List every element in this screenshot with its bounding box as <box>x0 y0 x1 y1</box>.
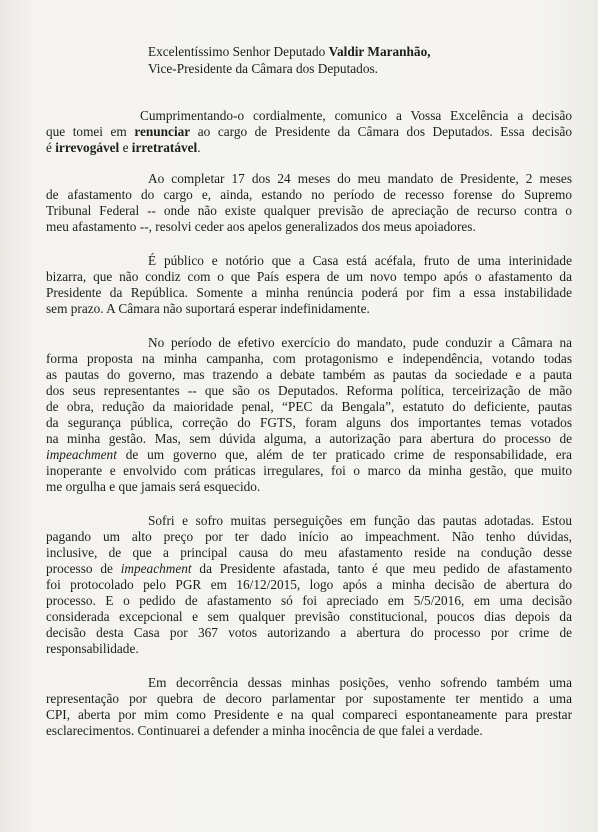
p4-line-4: dos seus representantes -- que são os Deputados. Reforma política, terceirização de mão <box>46 383 572 398</box>
keyword-renunciar: renunciar <box>134 124 191 139</box>
p3-line-1: É público e notório que a Casa está acéfala, fruto de uma interinidade <box>148 253 572 268</box>
p5-line-3: inclusive, de que a principal causa do meu afastamento reside na condução desse <box>46 545 572 560</box>
p6-line-4: esclarecimentos. Continuarei a defender a minha inocência de que falei a verdade. <box>46 723 483 738</box>
p5-line-8: decisão desta Casa por 367 votos autorizando a abertura do processo por crime de <box>46 625 572 640</box>
p4-line-5: de obra, redução da maioridade penal, “PEC da Bengala”, estatuto do deficiente, pautas <box>46 399 572 414</box>
p6-line-1: Em decorrência dessas minhas posições, venho sofrendo também uma <box>148 675 572 690</box>
keyword-irrevogavel: irrevogável <box>55 140 120 155</box>
p1-line-3: é irrevogável e irretratável. <box>46 140 201 155</box>
p5-line-1: Sofri e sofro muitas perseguições em função das pautas adotadas. Estou <box>148 513 572 528</box>
p4-line-10: me orgulha e que jamais será esquecido. <box>46 479 261 494</box>
salutation-line-1 <box>148 44 431 60</box>
p2-line-1: Ao completar 17 dos 24 meses do meu mandato de Presidente, 2 meses <box>148 171 572 186</box>
p4-line-2: forma proposta na minha campanha, com protagonismo e independência, votando todas <box>46 351 572 366</box>
p1-line-1: Cumprimentando-o cordialmente, comunico a Vossa Excelência a decisão <box>140 108 572 123</box>
p2-line-3: Tribunal Federal -- onde não existe qualquer previsão de apreciação de recurso contra o <box>46 203 572 218</box>
p4-line-1: No período de efetivo exercício do mandato, pude conduzir a Câmara na <box>148 335 572 350</box>
keyword-irretratavel: irretratável <box>131 140 198 155</box>
salutation-line-2: Vice-Presidente da Câmara dos Deputados. <box>148 61 378 76</box>
p4-line-7: na minha gestão. Mas, sem dúvida alguma, a autorização para abertura do processo de <box>46 431 572 446</box>
p4-line-9: inoperante e envolvido com práticas irregulares, foi o marco da minha gestão, que muito <box>46 463 572 478</box>
p5-line-2: pagando um alto preço por ter dado início ao impeachment. Não tenho dúvidas, <box>46 529 572 544</box>
p6-line-3: CPI, aberta por mim como Presidente e na qual compareci espontaneamente para prestar <box>46 707 572 722</box>
p3-line-4: sem prazo. A Câmara não suportará esperar indefinidamente. <box>46 301 370 316</box>
p5-line-5: foi protocolado pelo PGR em 16/12/2015, logo após a minha decisão de abertura do <box>46 577 572 592</box>
keyword-impeachment-2: impeachment <box>120 561 192 576</box>
p4-line-8: impeachment de um governo que, além de ter praticado crime de responsabilidade, era <box>46 447 572 462</box>
keyword-impeachment: impeachment <box>46 447 117 462</box>
p1-line-2: que tomei em renunciar ao cargo de Presidente da Câmara dos Deputados. Essa decisão <box>46 124 573 139</box>
addressee-name: Valdir Maranhão, <box>328 44 431 59</box>
p3-line-2: bizarra, que não condiz com o que País espera de um novo tempo após o afastamento da <box>46 269 572 284</box>
p5-line-9: responsabilidade. <box>46 641 139 656</box>
p4-line-6: da segurança pública, correção do FGTS, foram alguns dos importantes temas votados <box>46 415 572 430</box>
salutation-title: Excelentíssimo Senhor Deputado <box>148 44 326 59</box>
p6-line-2: representação por quebra de decoro parlamentar por supostamente ter mentido a uma <box>46 691 572 706</box>
p4-line-3: as pautas do governo, mas trazendo a debate também as pautas da sociedade e a pauta <box>46 367 572 382</box>
p5-line-4: processo de impeachment da Presidente afastada, tanto é que meu pedido de afastamento <box>46 561 573 576</box>
p5-line-6: processo. E o pedido de afastamento só foi apreciado em 5/5/2016, em uma decisão <box>46 593 572 608</box>
p3-line-3: Presidente da República. Somente a minha renúncia poderá por fim a essa instabilidade <box>46 285 572 300</box>
p5-line-7: considerada excepcional e sem qualquer previsão constitucional, poucos dias depois da <box>46 609 572 624</box>
p2-line-4: meu afastamento --, resolvi ceder aos apelos generalizados dos meus apoiadores. <box>46 219 476 234</box>
p2-line-2: de afastamento do cargo e, ainda, estando no período de recesso forense do Supremo <box>46 187 572 202</box>
